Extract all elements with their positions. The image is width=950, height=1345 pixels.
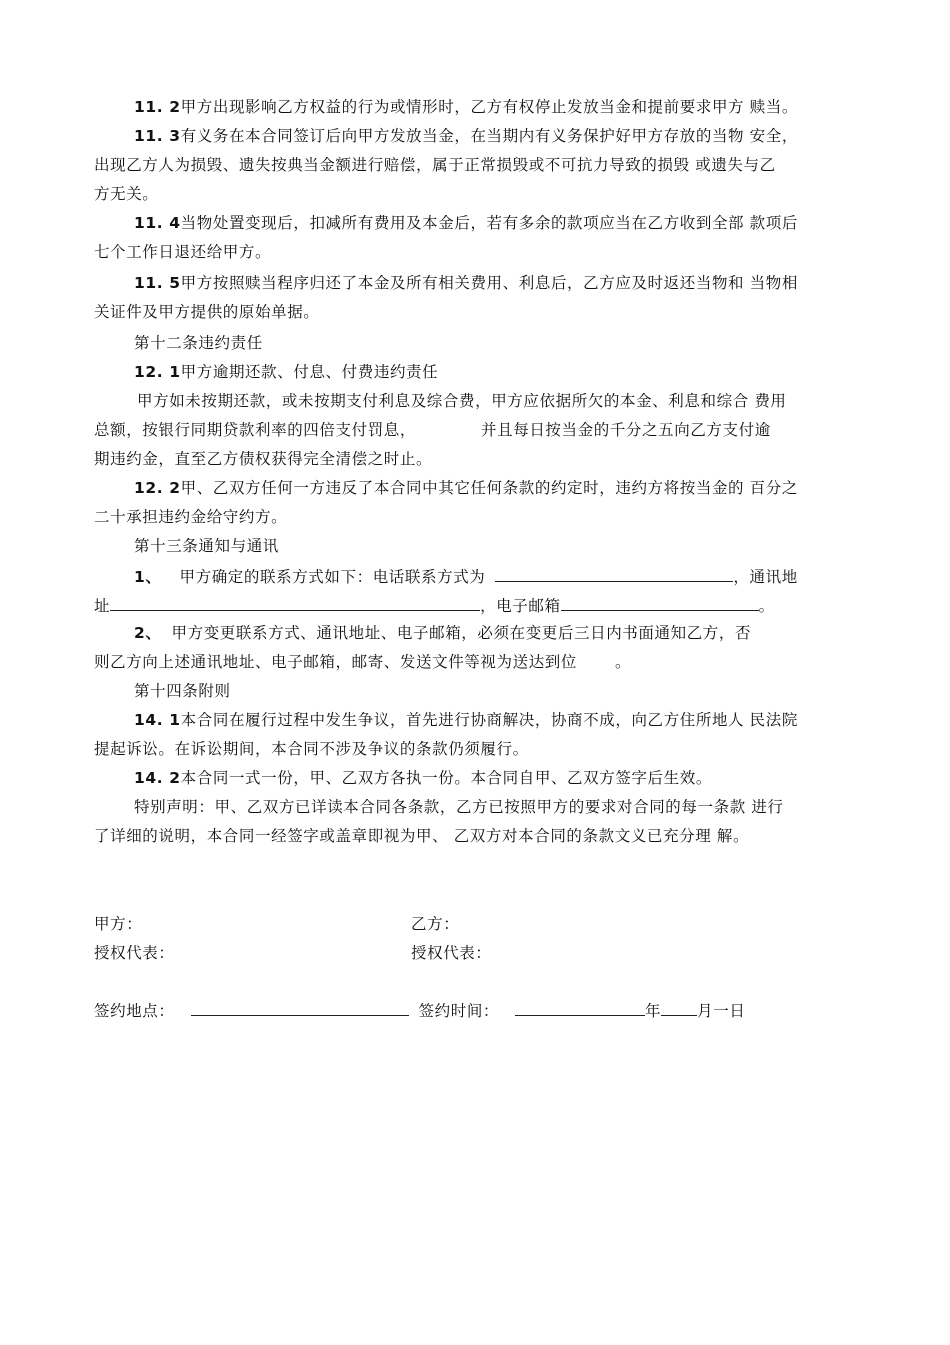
clause-12-2-line2: 二十承担违约金给守约方。 xyxy=(94,508,288,526)
clause-number: 11. 3 xyxy=(134,127,181,145)
clause-number: 1、 xyxy=(134,568,162,586)
clause-text: ，电子邮箱 xyxy=(480,597,561,615)
clause-12-1-line2 xyxy=(94,420,771,440)
clause-text: 本合同在履行过程中发生争议，首先进行协商解决，协商不成，向乙方住所地人 民法院 xyxy=(180,711,798,729)
address-blank[interactable] xyxy=(110,594,480,611)
clause-text: 。 xyxy=(758,597,775,615)
special-statement-line2: 了详细的说明，本合同一经签字或盖章即视为甲、 乙双方对本合同的条款文义已充分理 解。 xyxy=(94,827,750,845)
clause-number: 12. 2 xyxy=(134,479,181,497)
clause-text: 甲方逾期还款、付息、付费违约责任 xyxy=(180,363,439,381)
clause-text: 当物处置变现后，扣减所有费用及本金后，若有多余的款项应当在乙方收到全部 款项后 xyxy=(180,214,798,232)
article-14-heading: 第十四条附则 xyxy=(134,682,231,700)
clause-11-4-line1 xyxy=(134,213,798,233)
email-blank[interactable] xyxy=(561,594,759,611)
special-statement-line1: 特别声明：甲、乙双方已详读本合同各条款，乙方已按照甲方的要求对合同的每一条款 进行 xyxy=(134,798,784,816)
clause-text: 址 xyxy=(94,597,111,615)
clause-text-b: 并且每日按当金的千分之五向乙方支付逾 xyxy=(481,421,771,439)
year-label: 年 xyxy=(645,1002,662,1020)
phone-blank[interactable] xyxy=(495,565,733,582)
clause-text: 甲方出现影响乙方权益的行为或情形时，乙方有权停止发放当金和提前要求甲方 赎当。 xyxy=(180,98,798,116)
clause-11-3-line2: 出现乙方人为损毁、遗失按典当金额进行赔偿，属于正常损毁或不可抗力导致的损毁 或遗失与乙 xyxy=(94,156,776,174)
clause-number: 14. 1 xyxy=(134,711,181,729)
clause-11-3-line3: 方无关。 xyxy=(94,185,159,203)
signing-place-label: 签约地点： xyxy=(94,1002,175,1020)
clause-number: 2、 xyxy=(134,624,162,642)
clause-text: 则乙方向上述通讯地址、电子邮箱，邮寄、发送文件等视为送达到位 xyxy=(94,653,578,671)
clause-11-4-line2: 七个工作日退还给甲方。 xyxy=(94,243,272,261)
clause-text: 。 xyxy=(615,653,632,671)
clause-13-1-line1 xyxy=(134,565,798,587)
party-a-rep-label: 授权代表： xyxy=(94,944,175,962)
clause-text: 有义务在本合同签订后向甲方发放当金，在当期内有义务保护好甲方存放的当物 安全， xyxy=(180,127,798,145)
party-b-label: 乙方： xyxy=(411,915,460,933)
signing-time-label: 签约时间： xyxy=(418,1002,500,1020)
clause-14-2 xyxy=(134,768,712,788)
clause-11-5-line1 xyxy=(134,273,798,293)
clause-11-2 xyxy=(134,97,798,117)
clause-text: 甲方变更联系方式、通讯地址、电子邮箱，必须在变更后三日内书面通知乙方，否 xyxy=(171,624,752,642)
clause-text-a: 总额，按银行同期贷款利率的四倍支付罚息， xyxy=(94,421,417,439)
clause-text: 甲、乙双方任何一方违反了本合同中其它任何条款的约定时，违约方将按当金的 百分之 xyxy=(180,479,798,497)
party-b-rep-label: 授权代表： xyxy=(411,944,492,962)
month-day-label: 月一日 xyxy=(697,1002,746,1020)
clause-12-1-line1: 甲方如未按期还款，或未按期支付利息及综合费，甲方应依据所欠的本金、利息和综合 费用 xyxy=(137,392,787,410)
clause-11-5-line2: 关证件及甲方提供的原始单据。 xyxy=(94,303,320,321)
article-12-heading: 第十二条违约责任 xyxy=(134,334,263,352)
party-a-label: 甲方： xyxy=(94,915,143,933)
year-blank[interactable] xyxy=(515,999,645,1016)
clause-14-1-line1 xyxy=(134,710,798,730)
clause-text: 甲方按照赎当程序归还了本金及所有相关费用、利息后，乙方应及时返还当物和 当物相 xyxy=(180,274,798,292)
clause-text: ，通讯地 xyxy=(733,568,798,586)
clause-number: 11. 5 xyxy=(134,274,181,292)
clause-text: 本合同一式一份，甲、乙双方各执一份。本合同自甲、乙双方签字后生效。 xyxy=(180,769,712,787)
clause-text: 甲方确定的联系方式如下：电话联系方式为 xyxy=(179,568,486,586)
clause-number: 11. 2 xyxy=(134,98,181,116)
clause-13-2-line2 xyxy=(94,652,631,672)
clause-12-1-line3: 期违约金，直至乙方债权获得完全清偿之时止。 xyxy=(94,450,433,468)
signing-row xyxy=(94,999,745,1021)
clause-13-1-line2 xyxy=(94,594,775,616)
month-blank[interactable] xyxy=(661,999,697,1016)
clause-14-1-line2: 提起诉讼。在诉讼期间，本合同不涉及争议的条款仍须履行。 xyxy=(94,740,529,758)
clause-12-2-line1 xyxy=(134,478,798,498)
clause-number: 14. 2 xyxy=(134,769,181,787)
clause-number: 12. 1 xyxy=(134,363,181,381)
clause-13-2-line1 xyxy=(134,623,751,643)
clause-11-3-line1 xyxy=(134,126,798,146)
clause-number: 11. 4 xyxy=(134,214,181,232)
clause-12-1-title xyxy=(134,362,438,382)
signing-place-blank[interactable] xyxy=(191,999,409,1016)
article-13-heading: 第十三条通知与通讯 xyxy=(134,537,279,555)
